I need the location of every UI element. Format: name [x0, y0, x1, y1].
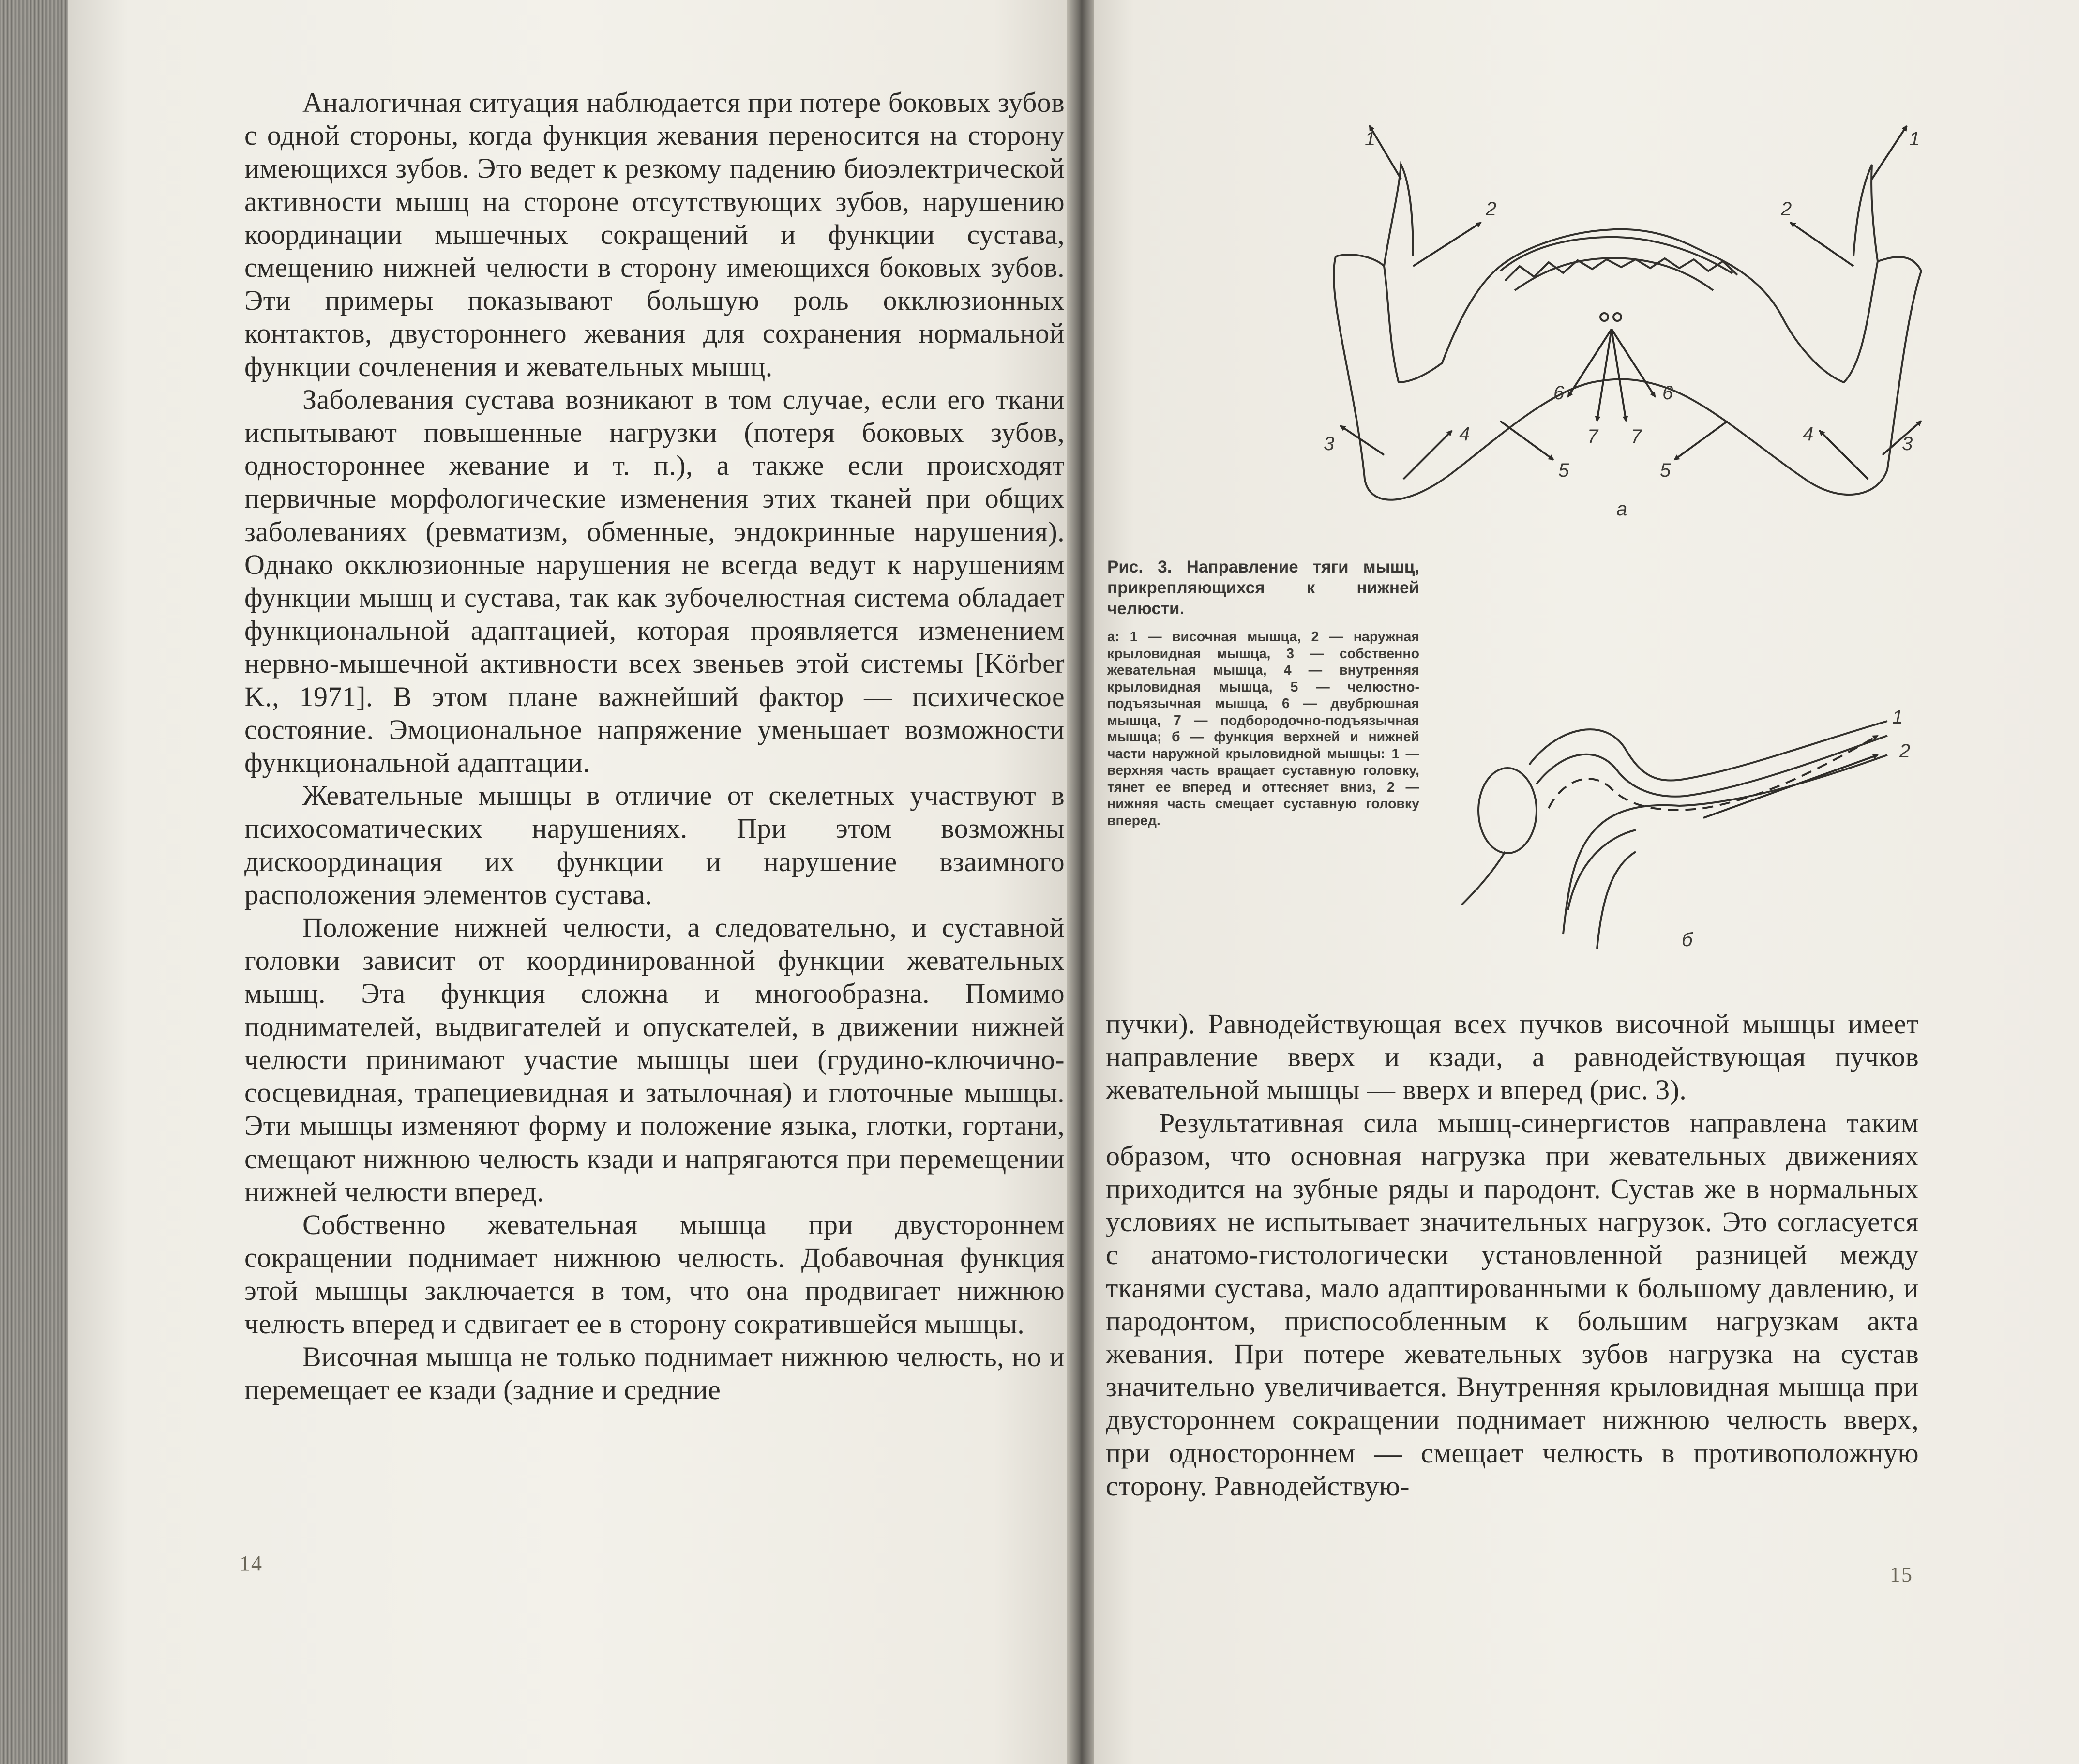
figure-a-number: 5 [1660, 460, 1671, 481]
paragraph: Заболевания сустава возникают в том случае, если его ткани испытывают повышенные нагрузки (потеря боковых зубов, одностороннее жевание и т. п.), а также если происходят первичные морфологические изменения этих тканей при общих заболеваниях (ревматизм, обменные, эндокринные нарушения). Однако окклюзионные нарушения не всегда ведут к нарушениям функции мышц и сустава, так как зубочелюстная система обладает функциональной адаптацией, которая проявляется изменением нервно-мышечной активности всех звеньев этой системы [Körber K., 1971]. В этом плане важнейший фактор — психическое состояние. Эмоциональное напряжение уменьшает возможности функциональной адаптации. [244, 383, 1065, 779]
joint-outline [1461, 721, 1887, 949]
page-number-left: 14 [240, 1552, 263, 1575]
figure-a-number: 6 [1662, 382, 1673, 404]
paragraph: Жевательные мышцы в отличие от скелетных участвуют в психосоматических нарушениях. При этом возможны дискоординация их функции и нарушение взаимного расположения элементов сустава. [244, 780, 1065, 910]
figure-a-number: 3 [1902, 433, 1913, 454]
figure-a-number: 5 [1558, 460, 1569, 481]
paragraph: пучки). Равнодействующая всех пучков височной мышцы имеет направление вверх и кзади, а равнодействующая пучков жевательной мышцы — вверх и вперед (рис. 3). [1106, 1008, 1919, 1106]
figure-caption [1107, 557, 1419, 829]
book-page-edges [0, 0, 73, 1764]
paragraph: Аналогичная ситуация наблюдается при потере боковых зубов с одной стороны, когда функция жевания переносится на сторону имеющихся зубов. Это ведет к резкому падению биоэлектрической активности мышц на стороне отсутствующих зубов, нарушению координации мышечных сокращений и функции сустава, смещению нижней челюсти в сторону имеющихся боковых зубов. Эти примеры показывают большую роль окклюзионных контактов, двустороннего жевания для сохранения нормальной функции сочленения и жевательных мышц. [244, 87, 1065, 382]
figure-b-label: б [1682, 929, 1693, 950]
right-page-text [1106, 1008, 1919, 1503]
figure-a-number: 6 [1553, 382, 1565, 404]
figure-a-label: а [1616, 498, 1627, 520]
paragraph: Результативная сила мышц-синергистов направлена таким образом, что основная нагрузка при жевательных движениях приходится на зубные ряды и пародонт. Сустав же в нормальных условиях не испытывает значительных нагрузок. Это согласуется с анатомо-гистологически установленной разницей между тканями сустава, мало адаптированными к большому давлению, и пародонтом, приспособленным к большим нагрузкам акта жевания. При потере жевательных зубов нагрузка на сустав значительно увеличивается. Внутренняя крыловидная мышца при двустороннем сокращении поднимает нижнюю челюсть вверх, при одностороннем — смещает челюсть в противоположную сторону. Равнодействую- [1106, 1107, 1919, 1502]
mandible-outline [1334, 165, 1921, 500]
paragraph: Положение нижней челюсти, а следовательно, и суставной головки зависит от координированной функции жевательных мышц. Эта функция сложна и многообразна. Помимо поднимателей, выдвигателей и опускателей, в движении нижней челюсти принимают участие мышцы шеи (грудино-ключично-сосцевидная, трапециевидная и затылочная) и глоточные мышцы. Эти мышцы изменяют форму и положение языка, глотки, гортани, смещают нижнюю челюсть кзади и напрягаются при перемещении нижней челюсти вперед. [244, 912, 1065, 1207]
figure-a-number: 7 [1631, 426, 1642, 447]
figure-a-number: 3 [1324, 433, 1335, 454]
figure-a-number: 1 [1365, 128, 1376, 150]
caption-title: Рис. 3. Направление тяги мышц, прикрепляющихся к нижней челюсти. [1107, 558, 1419, 618]
left-page-text [244, 86, 1065, 1406]
figure-b-joint-diagram [1452, 707, 1936, 958]
figure-b-number: 1 [1892, 707, 1903, 728]
figure-a-number: 1 [1909, 128, 1920, 150]
book-gutter [1067, 0, 1094, 1764]
page-number-right: 15 [1890, 1563, 1913, 1586]
figure-b-number: 2 [1899, 740, 1911, 762]
paragraph: Собственно жевательная мышца при двустороннем сокращении поднимает нижнюю челюсть. Добавочная функция этой мышцы заключается в том, что она продвигает нижнюю челюсть вперед и сдвигает ее в сторону сократившейся мышцы. [244, 1208, 1065, 1340]
figure-a-mandible-diagram [1297, 111, 1926, 561]
figure-a-number: 2 [1486, 198, 1497, 220]
figure-a-number: 4 [1459, 423, 1470, 445]
joint-muscle-arrows [1549, 736, 1878, 818]
figure-a-number: 7 [1587, 426, 1598, 447]
paragraph: Височная мышца не только поднимает нижнюю челюсть, но и перемещает ее кзади (задние и средние [244, 1341, 1065, 1405]
figure-a-number: 4 [1803, 423, 1814, 445]
caption-legend: а: 1 — височная мышца, 2 — наружная крыловидная мышца, 3 — собственно жевательная мышца, 4 — внутренняя крыловидная мышца, 5 — челюстно-подъязычная мышца, 6 — двубрюшная мышца, 7 — подбородочно-подъязычная мышца; б — функция верхней и нижней части наружной крыловидной мышцы: 1 — верхняя часть вращает суставную головку, тянет ее вперед и оттесняет вниз, 2 — нижняя часть смещает суставную головку вперед. [1107, 629, 1419, 829]
figure-a-number: 2 [1781, 198, 1792, 220]
